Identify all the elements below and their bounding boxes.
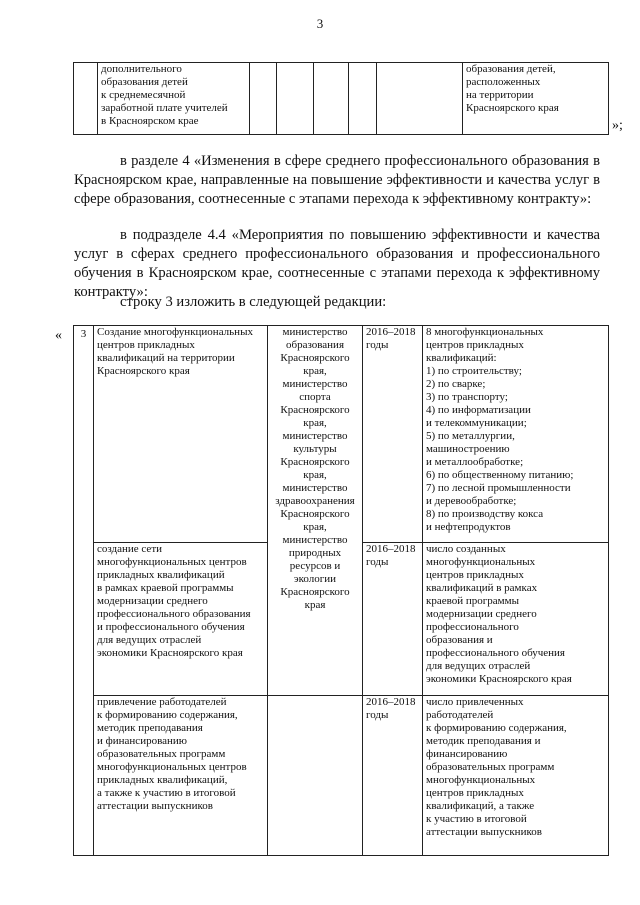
- table-cell: [74, 63, 98, 135]
- note-text-cell: образования детей, расположенных на территории Красноярского края: [463, 63, 609, 135]
- period-cell: 2016–2018 годы: [363, 543, 423, 696]
- period-cell: 2016–2018 годы: [363, 696, 423, 856]
- result-cell: число созданных многофункциональных центров прикладных квалификаций в рамках краевой программы модернизации среднего профессионального образования и профессионального обучения для ведущих отраслей экономики Красноярского края: [423, 543, 609, 696]
- measures-table: [73, 325, 609, 856]
- paragraph-row-3-instruction: строку 3 изложить в следующей редакции:: [120, 294, 387, 310]
- table-cell: [349, 63, 377, 135]
- paragraph-section-4: в разделе 4 «Изменения в сфере среднего профессионального образования в Красноярском крае, направленные на повышение эффективности и качества услуг в сфере образования, соотнесенные с этапами перехода к эффективному контракту»:: [74, 153, 600, 207]
- table-row: [74, 326, 609, 543]
- indicator-text-cell: дополнительного образования детей к среднемесячной заработной плате учителей в Красноярском крае: [98, 63, 250, 135]
- opening-quote: «: [55, 328, 62, 343]
- table-cell: [277, 63, 314, 135]
- table-cell: [377, 63, 463, 135]
- continued-table: [73, 62, 609, 135]
- closing-quote: »;: [612, 118, 623, 133]
- activity-cell: привлечение работодателей к формированию содержания, методик преподавания и финансированию образовательных программ многофункциональных центров прикладных квалификаций, а также к участию в итоговой аттестации выпускников: [94, 696, 268, 856]
- table-cell: [250, 63, 277, 135]
- row-number-cell: 3: [74, 326, 94, 856]
- activity-cell: создание сети многофункциональных центров прикладных квалификаций в рамках краевой программы модернизации среднего профессионального образования и профессионального обучения для ведущих отраслей экономики Красноярского края: [94, 543, 268, 696]
- table-cell: [314, 63, 349, 135]
- responsible-cell-empty: [268, 696, 363, 856]
- table-row: [74, 696, 609, 856]
- activity-cell: Создание многофункциональных центров прикладных квалификаций на территории Красноярского края: [94, 326, 268, 543]
- result-cell: 8 многофункциональных центров прикладных квалификаций: 1) по строительству; 2) по сварке; 3) по транспорту; 4) по информатизации и телекоммуникации; 5) по металлургии, машиностроению и металлообработке; 6) по общественному питанию; 7) по лесной промышленности и деревообработке; 8) по производству кокса и нефтепродуктов: [423, 326, 609, 543]
- responsible-cell: министерство образования Красноярского края, министерство спорта Красноярского края, министерство культуры Красноярского края, министерство здравоохранения Красноярского края, министерство природных ресурсов и экологии Красноярского края: [268, 326, 363, 696]
- paragraph-subsection-4-4: в подразделе 4.4 «Мероприятия по повышению эффективности и качества услуг в сферах среднего профессионального образования и профессионального обучения в Красноярском крае, соотнесенные с этапами перехода к эффективному контракту»:: [74, 227, 600, 300]
- result-cell: число привлеченных работодателей к формированию содержания, методик преподавания и финансированию образовательных программ многофункциональных центров прикладных квалификаций, а также к участию в итоговой аттестации выпускников: [423, 696, 609, 856]
- page-number: 3: [316, 16, 324, 31]
- period-cell: 2016–2018 годы: [363, 326, 423, 543]
